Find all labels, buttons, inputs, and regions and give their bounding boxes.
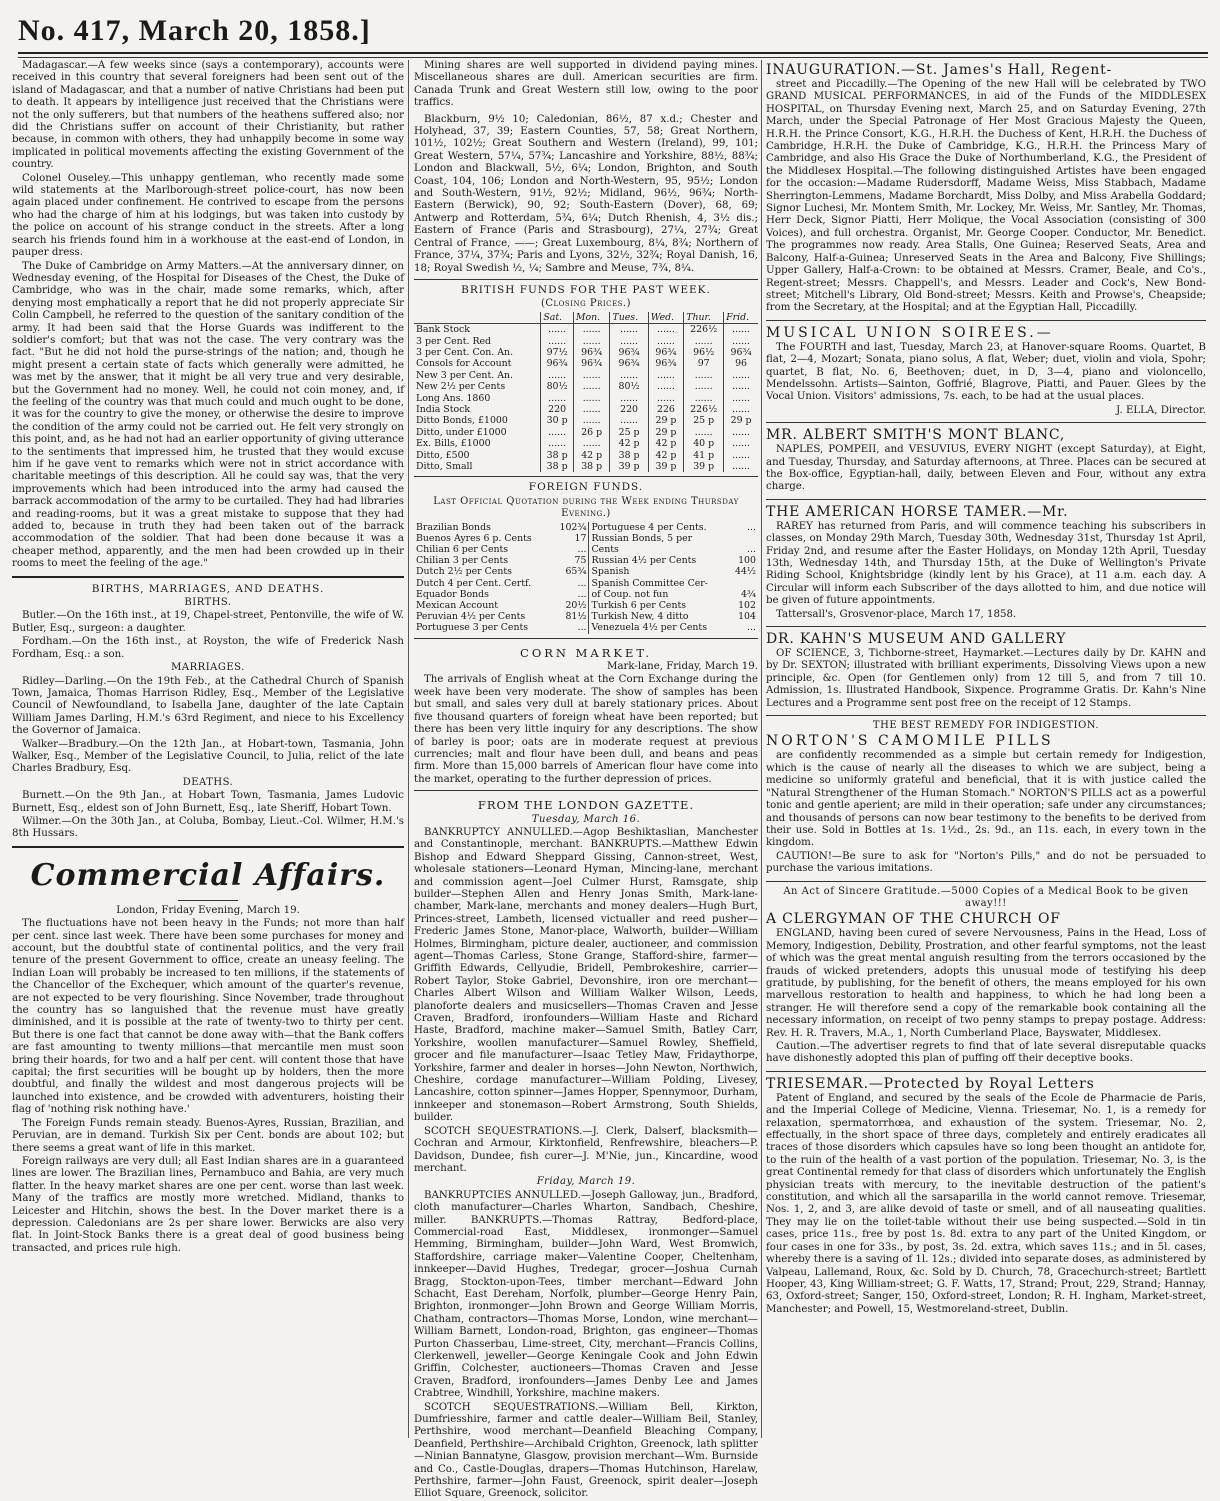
price-cell: 102 (738, 600, 756, 612)
table-row (414, 600, 758, 611)
marriage-notice: Walker—Bradbury.—On the 12th Jan., at Hobart-town, Tasmania, John Walker, Esq., Member of the Legislative Council, to Julia, relict of the late Charles Bradbury, Esq. (12, 738, 404, 775)
price-cell: 96¾ (610, 358, 648, 369)
price-cell: ...... (648, 381, 683, 392)
price-cell: 220 (610, 404, 648, 415)
column-header: Sat. (541, 312, 574, 324)
fund-name-cell: New 3 per Cent. An. (416, 369, 513, 381)
price-cell: 104 (738, 611, 756, 623)
section-rule (414, 638, 758, 639)
price-cell: ...... (724, 393, 758, 404)
gazette-date: Friday, March 19. (536, 1176, 636, 1188)
price-cell: 30 p (541, 415, 574, 426)
fund-name-cell: Ex. Bills, £1000 (416, 438, 491, 450)
price-cell: ...... (541, 336, 574, 347)
table-row (414, 381, 758, 392)
fund-name-cell: Chilian 6 per Cents (416, 544, 509, 556)
price-cell: ...... (573, 370, 610, 381)
table-row (414, 427, 758, 438)
ad-inauguration (766, 62, 1206, 315)
price-cell: 96¾ (573, 347, 610, 358)
price-cell: 4¾ (740, 588, 756, 600)
fund-name-cell: Ditto, under £1000 (416, 426, 507, 438)
price-cell: ...... (648, 370, 683, 381)
fund-name-cell: Ditto, Small (416, 461, 473, 472)
price-cell: ...... (610, 415, 648, 426)
ad-clergyman (766, 886, 1206, 1066)
price-cell: ...... (684, 427, 724, 438)
price-cell: 96¾ (724, 347, 758, 358)
price-cell: ...... (724, 370, 758, 381)
table-row (414, 555, 758, 566)
price-cell: 42 p (648, 438, 683, 449)
birth-notice: Fordham.—On the 16th inst., at Royston, the wife of Frederick Nash Fordham, Esq.: a son. (12, 636, 404, 660)
price-cell: ...... (541, 324, 574, 336)
ad-title: A CLERGYMAN OF THE CHURCH OF (766, 911, 1061, 928)
section-rule (766, 422, 1206, 423)
fund-name-cell: Dutch 4 per Cent. Certf. (416, 577, 532, 589)
table-row (414, 522, 758, 533)
header-rule (18, 57, 1208, 58)
table-row (414, 393, 758, 404)
price-cell: 39 p (610, 461, 648, 472)
column-rule (761, 60, 762, 1438)
ad-norton-pills (766, 720, 1206, 875)
fund-name-cell: Spanish Committee Cer- (591, 577, 708, 589)
table-row (414, 404, 758, 415)
ad-title: INAUGURATION.—St. James's Hall, Regent- (766, 62, 1113, 78)
british-funds-subheading: (Closing Prices.) (540, 298, 631, 310)
fund-name-cell: Chilian 3 per Cents (416, 555, 509, 567)
table-header-row (414, 312, 758, 324)
commercial-text: The Foreign Funds remain steady. Buenos-Ayres, Russian, Brazilian, and Peruvian, are in demand. Turkish Six per Cent. bonds are about 102; but there seems a great want of life in this market. (12, 1117, 404, 1154)
price-cell: ...... (724, 404, 758, 415)
death-notice: Burnett.—On the 9th Jan., at Hobart Town, Tasmania, James Ludovic Burnett, Esq., eldest son of John Burnett, Esq., late Sheriff, Hobart Town. (12, 790, 404, 814)
british-funds-body (414, 324, 758, 473)
commercial-text: Foreign railways are very dull; all East Indian shares are in a guaranteed lines are lower. The Brazilian lines, Pernambuco and Bahia, are very much flatter. In the heavy market shares are one per cent. worse than last week. Many of the traffics are mostly more wretched. Midland, thanks to Leicester and Hitchin, shows the best. In the Dover market there is a depression. Caledonians are 2s per share lower. Berwicks are also very flat. In Joint-Stock Banks there is a great deal of good business being transacted, and prices rule high. (12, 1155, 404, 1254)
fund-name-cell: Equador Bonds (416, 588, 489, 600)
price-cell: 29 p (648, 415, 683, 426)
railway-prices: Blackburn, 9½ 10; Caledonian, 86½, 87 x.d.; Chester and Holyhead, 37, 39; Eastern Counties, 57, 58; Great Northern, 101½, 102½; Great Southern and Western (Ireland), 99, 101; Great Western, 57¼, 57¾; Lancashire and Yorkshire, 88½, 88¾; London and Blackwall, 5½, 6¼; London, Brighton, and South Coast, 104, 106; London and North-Western, 95, 95½; London and South-Western, 91½, 92½; Midland, 96½, 96¾; North-Eastern (Berwick), 90, 92; South-Eastern (Dover), 68, 69; Antwerp and Rotterdam, 5¾, 6¼; Dutch Rhenish, 4, 3½ dis.; Eastern of France (Paris and Strasbourg), 27¼, 27¾; Great Central of France, ——; Great Luxembourg, 8¼, 8¾; Northern of France, 37¼, 37¾; Paris and Lyons, 32½, 32¾; Royal Danish, 16, 18; Royal Swedish ½, ¼; Sambre and Meuse, 7¾, 8¼. (414, 113, 758, 274)
price-cell: 81½ (553, 611, 589, 622)
price-cell: ...... (648, 324, 683, 336)
fund-name-cell: Long Ans. 1860 (416, 392, 491, 404)
ad-text: The FOURTH and last, Tuesday, March 23, at Hanover-square Rooms. Quartet, B flat, 2—4, Mozart; Sonata, piano solus, A flat, Weber; duet, violin and viola, Spohr; quartet, B flat, No. 6, Beethoven; duet, in D, 3—4, piano and violoncello, Mendelssohn. Artists—Sainton, Goffrié, Blagrove, Piatti, and Pauer. Glees by the Vocal Union. Visitors' admissions, 7s. each, to be had at the usual places. (766, 341, 1206, 403)
price-cell: ... (747, 544, 756, 556)
table-row (414, 611, 758, 622)
price-cell: 39 p (648, 461, 683, 472)
corn-text: The arrivals of English wheat at the Corn Exchange during the week have been very moderate. The show of samples has been but small, and sales very dull at barely stationary prices. About five thousand quarters of foreign wheat have been reported; but there has been very little inquiry for any descriptions. The show of barley is poor; oats are in moderate request at previous currencies; malt and flour have been dull, and beans and peas firm. More than 15,000 barrels of American flour have come into the market, operating to the further depression of prices. (414, 674, 758, 785)
price-cell: 29 p (724, 415, 758, 426)
price-cell: ... (553, 589, 589, 600)
table-row (414, 358, 758, 369)
column-header: Frid. (724, 312, 758, 324)
fund-name-cell: 3 per Cent. Con. An. (416, 346, 514, 358)
price-cell: ... (553, 578, 589, 589)
ad-mont-blanc (766, 427, 1206, 494)
section-rule (766, 715, 1206, 716)
ad-kahn-museum (766, 631, 1206, 710)
column-header (414, 312, 541, 324)
price-cell: 80½ (610, 381, 648, 392)
ad-title: DR. KAHN'S MUSEUM AND GALLERY (766, 631, 1067, 648)
table-row (414, 589, 758, 600)
section-rule (766, 499, 1206, 500)
marriages-heading: MARRIAGES. (171, 662, 245, 674)
fund-name-cell: India Stock (416, 403, 471, 415)
table-row (414, 566, 758, 577)
bmd-heading: BIRTHS, MARRIAGES, AND DEATHS. (91, 582, 325, 595)
ad-title: TRIESEMAR.—Protected by Royal Letters (766, 1075, 1095, 1092)
ad-triesemar (766, 1076, 1206, 1316)
price-cell: 226½ (684, 404, 724, 415)
price-cell: ...... (573, 404, 610, 415)
price-cell: 42 p (648, 450, 683, 461)
ad-text: OF SCIENCE, 3, Tichborne-street, Haymarket.—Lectures daily by Dr. KAHN and by Dr. SEXTON; illustrated with brilliant experiments, Dissolving Views upon a new principle, &c. Open (for Gentlemen only) from 12 till 5, and from 7 till 10. Admission, 1s. Illustrated Handbook, Sixpence. Programme Gratis. Dr. Kahn's Nine Lectures and a Programme sent post free on the receipt of 12 Stamps. (766, 648, 1206, 709)
price-cell: 38 p (573, 461, 610, 472)
gazette-text: BANKRUPTCIES ANNULLED.—Joseph Galloway, jun., Bradford, cloth manufacturer—Charles Wharton, Sandbach, Cheshire, miller. BANKRUPTS.—Thomas Rattray, Bedford-place, Commercial-road East, Middlesex, ironmonger—Samuel Hemming, Birmingham, builder—John Ward, West Bromwich, Staffordshire, carriage maker—Valentine Cooper, Cheltenham, innkeeper—David Hughes, Tredegar, grocer—Joshua Curnah Bragg, Stockton-upon-Tees, timber merchant—Edward John Schacht, East Dereham, Norfolk, plumber—George Henry Pain, Brighton, ironmonger—John Brown and George William Morris, Chatham, contractors—Thomas Morse, London, wine merchant—William Barnett, London-road, Brighton, gas engineer—Thomas Purton Chasserbau, Lime-street, City, merchant—Francis Collins, Clerkenwell, jeweller—George Keningale Cook and John Edwin Griffin, Colchester, auctioneers—Thomas Craven and Jesse Craven, Bradford, ironfounders—James Denby Lee and James Crabtree, Windhill, Yorkshire, machine makers. (414, 1189, 758, 1400)
price-cell: 220 (541, 404, 574, 415)
fund-name-cell: Turkish 6 per Cents (591, 600, 687, 612)
price-cell: 39 p (684, 461, 724, 472)
commercial-text: The fluctuations have not been heavy in the Funds; not more than half per cent. since last week. There have been some purchases for money and account, but the doubtful state of continental politics, and the very frail tenure of the present Government to office, create an uneasy feeling. The Indian Loan will probably be increased to ten millions, if the statements of the Chancellor of the Exchequer, which amount of the quarter's revenue, are not expected to be very flourishing. Since November, trade throughout the country has so languished that the revenue must have greatly diminished, and it is possible at the rate of twenty-two to thirty per cent. But there is one fact that cannot be done away with—that the Bank coffers are fast amounting to twenty millions—that mercantile men must soon bring their hoards, for two and a half per cent. will content those that have capital; the first securities will be bought up by holders, then the more doubtful, and finally the wildest and most dangerous projects will be launched into existence, and be crowded with adventurers, hoisting their flag of 'nothing risk nothing have.' (12, 918, 404, 1116)
price-cell: 42 p (610, 438, 648, 449)
corn-market-heading: CORN MARKET. (520, 645, 652, 660)
price-cell: ...... (541, 393, 574, 404)
gazette-date: Tuesday, March 16. (531, 813, 641, 825)
article-madagascar: Madagascar.—A few weeks since (says a contemporary), accounts were received in this country that several foreigners had been sent out of the island of Madagascar, and that a number of native Christians had been put to death. It appears by intelligence just received that the Christians were not the only sufferers, but that numbers of the heathens suffered also; nor did the Christians suffer on account of their Christianity, but rather because, in common with others, they had unhappily become in some way implicated in political movements affecting the existing Government of the country. (12, 60, 404, 171)
price-cell: 44½ (734, 566, 756, 578)
column-header: Mon. (573, 312, 610, 324)
table-row (414, 544, 758, 555)
price-cell: ... (747, 622, 756, 634)
fund-name-cell: Cents (591, 544, 619, 556)
price-cell: 96½ (684, 347, 724, 358)
price-cell: 29 p (648, 427, 683, 438)
price-cell: ...... (724, 324, 758, 336)
fund-name-cell: 3 per Cent. Red (416, 335, 492, 347)
price-cell: 25 p (610, 427, 648, 438)
price-cell: ...... (610, 370, 648, 381)
ad-title: NORTON'S CAMOMILE PILLS (766, 733, 1054, 750)
commercial-dateline: London, Friday Evening, March 19. (116, 904, 300, 916)
foreign-funds-subheading: Last Official Quotation during the Week ending Thursday Evening.) (433, 495, 739, 520)
table-row (414, 578, 758, 589)
commercial-affairs-heading: Commercial Affairs. (30, 857, 386, 893)
fund-name-cell: Russian 4½ per Cents (591, 555, 697, 567)
fund-name-cell: Portuguese 3 per Cents (416, 622, 529, 634)
fund-name-cell: Bank Stock (416, 324, 470, 336)
price-cell: ...... (610, 336, 648, 347)
price-cell: 65¾ (553, 566, 589, 577)
table-row (414, 370, 758, 381)
price-cell: ...... (684, 336, 724, 347)
gazette-text: SCOTCH SEQUESTRATIONS.—William Bell, Kirkton, Dumfriesshire, farmer and cattle dealer—William Beil, Stanley, Perthshire, wood merchant—Deanfield Bleaching Company, Deanfield, Perthshire—Archibald Crighton, Greenock, lath splitter—Ninian Bannatyne, Glasgow, provision merchant—Wm. Burnside and Co., Castle-Douglas, drapers—Thomas Hutchinson, Harelaw, Perthshire, farmer—John Faust, Greenock, spirit dealer—Joseph Elliot Square, Greenock, solicitor. (414, 1401, 758, 1500)
table-row (414, 438, 758, 449)
ad-musical-union (766, 325, 1206, 417)
price-cell: 40 p (684, 438, 724, 449)
fund-name-cell: Spanish (591, 566, 630, 578)
column-2 (414, 60, 758, 1500)
section-rule (766, 1071, 1206, 1072)
price-cell: 17 (553, 533, 589, 544)
deaths-heading: DEATHS. (182, 776, 234, 788)
price-cell: ...... (724, 438, 758, 449)
price-cell: 41 p (684, 450, 724, 461)
british-funds-table (414, 312, 758, 473)
marriage-notice: Ridley—Darling.—On the 19th Feb., at the Cathedral Church of Spanish Town, Jamaica, Thomas Harrison Ridley, Esq., Member of the Legislative Council of Newfoundland, to Isabella Jane, daughter of the late Captain William James Darling, H.M.'s 63rd Regiment, and niece to his Excellency the Governor of Jamaica. (12, 675, 404, 737)
section-rule (12, 846, 404, 848)
price-cell: 25 p (684, 415, 724, 426)
price-cell: 38 p (541, 461, 574, 472)
corn-dateline: Mark-lane, Friday, March 19. (607, 661, 758, 673)
table-row (414, 622, 758, 633)
price-cell: 96 (724, 358, 758, 369)
ad-title: MUSICAL UNION SOIREES.— (766, 324, 1054, 341)
ad-text: NAPLES, POMPEII, and VESUVIUS, EVERY NIGHT (except Saturday), at Eight, and Tuesday, Thursday, and Saturday afternoons, at Three. Places can be secured at the Box-office, Egyptian-hall, daily, between Eleven and Four, without any extra charge. (766, 444, 1206, 493)
article-cambridge: The Duke of Cambridge on Army Matters.—At the anniversary dinner, on Wednesday evening, of the Hospital for Diseases of the Chest, the Duke of Cambridge, who was in the chair, made some remarks, which, after denying most emphatically a report that he did not properly appreciate Sir Colin Campbell, he referred to the question of the sanitary condition of the army. It had been said that the Horse Guards was indifferent to the soldier's comfort; but that was not the case. The very contrary was the fact. "But he did not hold the purse-strings of the nation; and, though he might present a certain state of facts which generally were admitted, he was met by the answer, that it might be all very true and very desirable, but the Government had no money. Well, he could not coin money, and, if the feeling of the country was that much could and much ought to be done, it was for the country to give the money, or otherwise the desire to improve the condition of the army could not be carried out. He felt very strongly on this point, and, as he had not had an earlier opportunity of giving utterance to the sentiments that impressed him, he trusted that they would excuse him if he gave vent to remarks which were not in strict accordance with charitable meetings of this description. All he could say was, that the very improvements which had been introduced into the army had caused the barrack accommodation of the army to be curtailed. They had had libraries and reading-rooms, but it was a great mistake to suppose that they had added to, because in truth they had been taken out of the barrack accommodation of the soldier. That had been done because it was a cheaper method, apparently, and the men had been crowded up in their rooms to meet the feeling of the age." (12, 260, 404, 570)
ornament-rule (178, 900, 238, 901)
fund-name-cell: Ditto, £500 (416, 449, 470, 461)
ad-horse-tamer (766, 504, 1206, 621)
section-rule (414, 790, 758, 791)
column-header: Wed. (648, 312, 683, 324)
price-cell: 97 (684, 358, 724, 369)
price-cell: ... (553, 544, 589, 555)
mining-text: Mining shares are well supported in dividend paying mines. Miscellaneous shares are dull. American securities are firm. Canada Trunk and Great Western still low, owing to the poor traffics. (414, 60, 758, 109)
section-rule (414, 476, 758, 477)
ad-caution: Caution.—The advertiser regrets to find that of late several disreputable quacks have dishonestly adopted this plan of puffing off their deceptive books. (766, 1041, 1206, 1065)
fund-name-cell: Brazilian Bonds (416, 521, 491, 533)
price-cell: 80½ (541, 381, 574, 392)
price-cell: 226½ (684, 324, 724, 336)
price-cell: ...... (573, 381, 610, 392)
births-heading: BIRTHS. (184, 597, 232, 609)
price-cell: ... (747, 521, 756, 533)
price-cell: ...... (724, 461, 758, 472)
gazette-heading: FROM THE LONDON GAZETTE. (477, 798, 695, 813)
price-cell: ...... (648, 336, 683, 347)
ad-pretitle: An Act of Sincere Gratitude.—5000 Copies of a Medical Book to be given away!!! (783, 885, 1189, 909)
price-cell: 96¾ (648, 358, 683, 369)
column-header: Tues. (610, 312, 648, 324)
price-cell: ... (553, 622, 589, 633)
page-header (18, 8, 1208, 54)
price-cell: 42 p (573, 450, 610, 461)
fund-name-cell: Mexican Account (416, 600, 499, 612)
ad-text: Patent of England, and secured by the seals of the Ecole de Pharmacie de Paris, and the Imperial College of Medicine, Vienna. Triesemar, No. 1, is a remedy for relaxation, spermatorrhœa, and exhaustion of the system. Triesemar, No. 2, effectually, in the short space of three days, completely and entirely eradicates all traces of those disorders which capsules have so long been thought an antidote for, to the ruin of the health of a vast portion of the population. Triesemar, No. 3, is the great Continental remedy for that class of disorders which unfortunately the English physician treats with mercury, to the inevitable destruction of the patient's constitution, and which all the sarsaparilla in the world cannot remove. Triesemar, Nos. 1, 2, and 3, are alike devoid of taste or smell, and of all nauseating qualities. They may lie on the toilet-table without their use being suspected.—Sold in tin cases, price 11s., free by post 1s. 8d. extra to any part of the United Kingdom, or four cases in one for 33s., by post, 3s. 2d. extra, which saves 11s.; and in 5l. cases, whereby there is a saving of 1l. 12s.; divided into separate doses, as administered by Valpeau, Lallemand, Roux, &c. Sold by D. Church, 78, Gracechurch-street; Bartlett Hooper, 43, King William-street; G. F. Watts, 17, Strand; Prout, 229, Strand; Hannay, 63, Oxford-street; Sanger, 150, Oxford-street, London; R. H. Ingham, Market-street, Manchester; and Powell, 15, Westmoreland-street, Dublin. (766, 1092, 1206, 1315)
price-cell: 96¾ (610, 347, 648, 358)
price-cell: ...... (724, 336, 758, 347)
ad-text: ENGLAND, having been cured of severe Nervousness, Pains in the Head, Loss of Memory, Indigestion, Debility, Prostration, and other fearful symptoms, not the least of which was the great mental anguish resulting from the terrors occasioned by the frauds of wicked pretenders, adopts this unusual mode of testifying his deep gratitude, by publishing, for the benefit of others, the means employed for his own marvellous restoration to health and happiness, to which he had long been a stranger. He will therefore send a copy of the remarkable book containing all the necessary information, on receipt of two penny stamps to prepay postage. Address: Rev. H. R. Travers, M.A., 1, North Cumberland Place, Bayswater, Middlesex. (766, 928, 1206, 1039)
price-cell: ...... (684, 381, 724, 392)
table-row (414, 347, 758, 358)
foreign-funds-heading: FOREIGN FUNDS. (528, 481, 644, 494)
price-cell: 38 p (541, 450, 574, 461)
ad-signature: J. ELLA, Director. (1116, 404, 1206, 416)
gazette-text: SCOTCH SEQUESTRATIONS.—J. Clerk, Dalserf, blacksmith—Cochran and Armour, Kirktonfield, Renfrewshire, bleachers—P. Davidson, Dundee, fish curer—J. M'Nie, jun., Kincardine, wood merchant. (414, 1125, 758, 1174)
section-rule (766, 626, 1206, 627)
table-row (414, 415, 758, 426)
price-cell: ...... (684, 370, 724, 381)
british-funds-heading: BRITISH FUNDS FOR THE PAST WEEK. (461, 283, 711, 296)
price-cell: ...... (684, 393, 724, 404)
price-cell: 226 (648, 404, 683, 415)
price-cell: ...... (573, 438, 610, 449)
fund-name-cell: Peruvian 4½ per Cents (416, 611, 526, 623)
table-row (414, 533, 758, 544)
ad-text: street and Piccadilly.—The Opening of the new Hall will be celebrated by TWO GRAND MUSICAL PERFORMANCES, in aid of the Funds of the MIDDLESEX HOSPITAL, on Thursday Evening next, March 25, and on Saturday Evening, 27th March, under the Special Patronage of Her Most Gracious Majesty the Queen, H.R.H. the Prince Consort, K.G., H.R.H. the Duchess of Kent, H.R.H. the Duchess of Cambridge, H.R.H. the Duke of Cambridge, K.G., H.R.H. the Princess Mary of Cambridge, and also His Grace the Duke of Northumberland, K.G., the President of the Middlesex Hospital.—The following distinguished Artistes have been engaged for the occasion:—Madame Rudersdorff, Madame Weiss, Miss Stabbach, Madame Sherrington-Lemmens, Madame Borchardt, Miss Dolby, and Miss Arabella Goddard; Signor Luchesi, Mr. Montem Smith, Mr. Lockey, Mr. Weiss, Mr. Santley, Mr. Thomas, Herr Deck, Signor Piatti, Herr Molique, the Vocal Association (consisting of 300 Voices), and full orchestra. Organist, Mr. George Cooper. Conductor, Mr. Benedict. The programmes now ready. Area Stalls, One Guinea; Reserved Seats, Area and Balcony, Half-a-Guinea; Unreserved Seats in the Area and Balcony, Five Shillings; Upper Gallery, Half-a-Crown: to be obtained at Messrs. Cramer, Beale, and Co's., Regent-street; Messrs. Chappell's, and Messrs. Leader and Cock's, New Bond-street; Mitchell's Library, Old Bond-street; Messrs. Keith and Prowse's, Cheapside; from the Secretary, at the Hospital; and at the Egyptian Hall, Piccadilly. (766, 79, 1206, 314)
price-cell: 96¾ (573, 358, 610, 369)
price-cell: 38 p (610, 450, 648, 461)
ad-title: THE AMERICAN HORSE TAMER.—Mr. (766, 503, 1069, 520)
table-row (414, 336, 758, 347)
price-cell: ...... (573, 393, 610, 404)
price-cell: 96¾ (648, 347, 683, 358)
foreign-funds-table (414, 522, 758, 634)
birth-notice: Butler.—On the 16th inst., at 19, Chapel-street, Pentonville, the wife of W. Butler, Esq., surgeon: a daughter. (12, 610, 404, 634)
price-cell: 75 (553, 555, 589, 566)
foreign-funds-body (414, 522, 758, 634)
price-cell: ...... (610, 393, 648, 404)
ad-text: RAREY has returned from Paris, and will commence teaching his subscribers in classes, on Monday 29th March, Tuesday 30th, Wednesday 31st, Thursday 1st April, Friday 2nd, and resume after the Easter Holidays, on Monday 12th April, Tuesday 13th, Wednesday 14th, and Thursday 15th, at the Duke of Wellington's Private Riding School, Knightsbridge (kindly lent by his Grace), at 11 a.m. each day. A Circular will inform each Subscriber of the days allotted to him, and due notice will be given of future appointments. (766, 520, 1206, 607)
section-rule (414, 279, 758, 280)
page-folio: No. 417, March 20, 1858.] (18, 14, 371, 47)
article-ouseley: Colonel Ouseley.—This unhappy gentleman, who recently made some wild statements at the Marlborough-street police-court, has now been again placed under confinement. He contrived to escape from the persons who had the charge of him at his lodgings, but was taken into custody by the police on account of his strange conduct in the streets. After a long search his friends found him in a workhouse at the east-end of London, in pauper dress. (12, 172, 404, 259)
price-cell: ...... (541, 427, 574, 438)
price-cell: 26 p (573, 427, 610, 438)
fund-name-cell: Russian Bonds, 5 per (591, 532, 693, 544)
fund-name-cell: Venezuela 4½ per Cents (591, 622, 707, 634)
ad-pretitle: THE BEST REMEDY FOR INDIGESTION. (872, 720, 1100, 732)
section-rule (766, 320, 1206, 321)
fund-name-cell: Consols for Account (416, 358, 512, 370)
ad-text: are confidently recommended as a simple but certain remedy for Indigestion, which is the cause of nearly all the diseases to which we are subject, being a medicine so uniformly grateful and beneficial, that it is with justice called the "Natural Strengthener of the Human Stomach." NORTON'S PILLS act as a powerful tonic and gentle aperient; are mild in their operation; safe under any circumstances; and thousands of persons can now bear testimony to the benefits to be derived from their use. Sold in Bottles at 1s. 1½d., 2s. 9d., an 11s. each, in every town in the kingdom. (766, 750, 1206, 849)
section-rule (12, 576, 404, 578)
column-3 (766, 60, 1206, 1440)
ad-title: MR. ALBERT SMITH'S MONT BLANC, (766, 427, 1066, 444)
table-row (414, 450, 758, 461)
fund-name-cell: Turkish New, 4 ditto (591, 611, 689, 623)
price-cell: ...... (724, 381, 758, 392)
price-cell: 100 (738, 555, 756, 567)
fund-name-cell: Dutch 2½ per Cents (416, 566, 512, 578)
death-notice: Wilmer.—On the 30th Jan., at Coluba, Bombay, Lieut.-Col. Wilmer, H.M.'s 8th Hussars. (12, 815, 404, 840)
price-cell (729, 533, 758, 544)
price-cell: ...... (724, 450, 758, 461)
table-row (414, 324, 758, 336)
fund-name-cell: of Coup. not fun (591, 588, 669, 600)
price-cell: 96¾ (541, 358, 574, 369)
price-cell: ...... (573, 336, 610, 347)
gazette-text: BANKRUPTCY ANNULLED.—Agop Beshiktaslian, Manchester and Constantinople, merchant. BANKRUPTS.—Matthew Edwin Bishop and Edward Sheppard Gissing, Cannon-street, West, wholesale stationers—Leonard Hyman, Mincing-lane, merchant and commission agent—Joel Culmer Hurst, Ramsgate, ship builder—Stephen Allen and Henry Jonas Smith, Mark-lane-chamber, Mark-lane, merchants and money dealers—Hugh Burt, Princes-street, Lambeth, licensed victualler and reed pusher—Frederic James Stone, Manor-place, Walworth, builder—William Holmes, Birmingham, picture dealer, auctioneer, and commission agent—Thomas Carless, Stone Grange, Stafford-shire, farmer—Griffith Edwards, Cellyudie, Bridell, Pembrokeshire, carrier—Robert Taylor, Stoke Gabriel, Devonshire, iron ore merchant—Charles Albert Wilson and William Walker Wilson, Leeds, planoforte dealers and musicsellers—Thomas Craven and Jesse Craven, Bradford, ironfounders—William Haste and Richard Haste, Bradford, machine maker—Samuel Smith, Batley Carr, Yorkshire, woollen manufacturer—Samuel Rowley, Sheffield, grocer and file manufacturer—Isaac Tetley Maw, Fridaythorpe, Yorkshire, farmer and dealer in horses—John Newton, Northwich, Cheshire, cordage manufacturer—William Polding, Livesey, Lancashire, cotton spinner—James Hopper, Spennymoor, Durham, innkeeper and stonemason—Robert Armstrong, South Shields, builder. (414, 826, 758, 1124)
price-cell: 102¾ (553, 522, 589, 533)
price-cell: 20½ (553, 600, 589, 611)
fund-name-cell: Portuguese 4 per Cents. (591, 521, 707, 533)
price-cell: ...... (724, 427, 758, 438)
price-cell: 97½ (541, 347, 574, 358)
price-cell: ...... (541, 370, 574, 381)
price-cell: ...... (648, 393, 683, 404)
section-rule (766, 881, 1206, 882)
price-cell: ...... (573, 415, 610, 426)
column-header: Thur. (684, 312, 724, 324)
price-cell (729, 578, 758, 589)
price-cell: ...... (610, 324, 648, 336)
ad-signature: Tattersall's, Grosvenor-place, March 17, 1858. (776, 608, 1017, 620)
price-cell: ...... (573, 324, 610, 336)
ad-caution: CAUTION!—Be sure to ask for "Norton's Pills," and do not be persuaded to purchase the various imitations. (766, 850, 1206, 875)
column-rule (408, 60, 409, 1438)
table-row (414, 461, 758, 472)
fund-name-cell: New 2½ per Cents (416, 381, 506, 393)
price-cell: ...... (541, 438, 574, 449)
fund-name-cell: Buenos Ayres 6 p. Cents (416, 532, 532, 544)
column-1 (12, 60, 404, 1440)
fund-name-cell: Ditto Bonds, £1000 (416, 415, 508, 427)
